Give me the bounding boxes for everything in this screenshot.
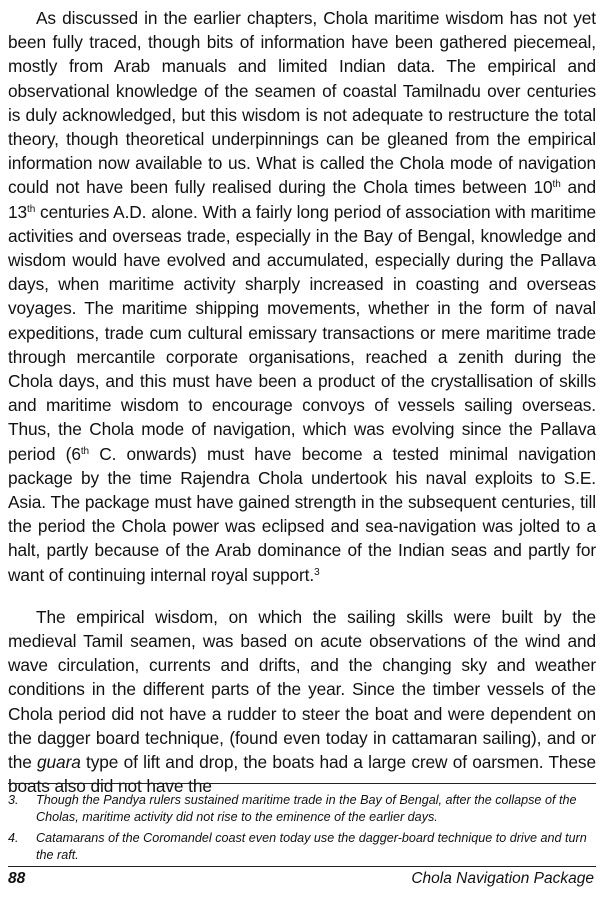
page-body (8, 6, 596, 799)
paragraph-1-text-b: and 13 (8, 177, 596, 222)
footnote-text: Catamarans of the Coromandel coast even today use the dagger-board technique to drive and turn the raft. (36, 831, 587, 862)
footnote-ref-3[interactable]: 3 (314, 566, 320, 578)
paragraph-1-text-a: As discussed in the earlier chapters, Chola maritime wisdom has not yet been fully traced, though bits of information have been gathered piecemeal, mostly from Arab manuals and limited Indian data. The empirical and observational knowledge of the seamen of coastal Tamilnadu over centuries is duly acknowledged, but this wisdom is not adequate to restructure the total theory, though theoretical underpinnings can be gleaned from the empirical information now available to us. What is called the Chola mode of navigation could not have been fully realised during the Chola times between 10 (8, 8, 596, 198)
paragraph-2-text-a: The empirical wisdom, on which the sailing skills were built by the medieval Tamil seamen, was based on acute observations of the wind and wave circulation, currents and drifts, and the changing sky and weather conditions in the different parts of the year. Since the timber vessels of the Chola period did not have a rudder to steer the boat and were dependent on the dagger board technique, (found even today in cattamaran sailing), and or the (8, 606, 596, 773)
footnote-number: 3. (8, 793, 19, 807)
footnote-text: Though the Pandya rulers sustained maritime trade in the Bay of Bengal, after the collapse of the Cholas, maritime activity did not rise to the eminence of the earlier days. (36, 793, 577, 824)
superscript-th: th (80, 445, 89, 457)
footnote-3 (8, 792, 596, 825)
footer-divider (8, 866, 596, 867)
paragraph-2-emphasis: guara (37, 752, 81, 773)
footnote-number: 4. (8, 831, 19, 845)
superscript-th: th (27, 203, 36, 215)
superscript-th: th (552, 179, 561, 191)
page-number: 88 (8, 870, 26, 887)
paragraph-2 (8, 605, 596, 799)
paragraph-1 (8, 6, 596, 587)
paragraph-1-text-d: C. onwards) must have become a tested minimal navigation package by the time Rajendra Chola undertook his naval exploits to S.E. Asia. The package must have gained strength in the subsequent centuries, till the period the Chola power was eclipsed and sea-navigation was jolted to a halt, partly because of the Arab dominance of the Indian seas and partly for want of continuing internal royal support. (8, 443, 596, 585)
footnote-divider (8, 783, 596, 784)
paragraph-1-text-c: centuries A.D. alone. With a fairly long period of association with maritime activities and overseas trade, especially in the Bay of Bengal, knowledge and wisdom would have evolved and accumulated, especially during the Pallava days, when maritime activity sharply increased in coasting and overseas voyages. The maritime shipping movements, whether in the form of naval expeditions, trade cum cultural emissary transactions or mere maritime trade through mercantile corporate organisations, reached a zenith during the Chola days, and this must have been a product of the crystallisation of skills and maritime wisdom to encourage convoys of vessels sailing overseas. Thus, the Chola mode of navigation, which was evolving since the Pallava period (6 (8, 201, 596, 464)
running-title: Chola Navigation Package (411, 870, 594, 887)
paragraph-2-text-b: type of lift and drop, the boats had a large crew of oarsmen. These boats also did not have the (8, 752, 596, 797)
footnote-4 (8, 830, 596, 863)
